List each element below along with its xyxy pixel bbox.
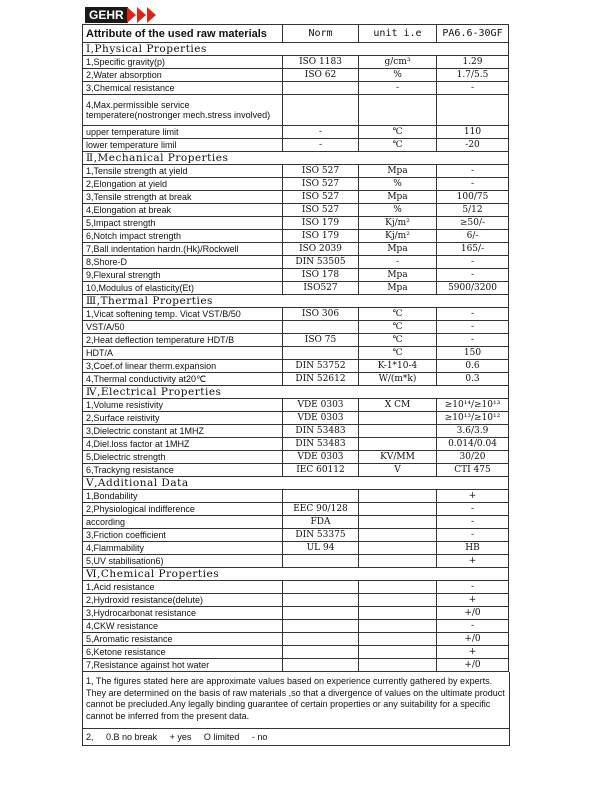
table-row: [83, 204, 509, 217]
unit-cell: %: [359, 204, 437, 217]
table-row: [83, 373, 509, 386]
property-name: 1,Specific gravity(p): [83, 56, 283, 69]
table-row: [83, 347, 509, 360]
table-row: [83, 399, 509, 412]
section-header: [83, 568, 509, 581]
unit-cell: %: [359, 69, 437, 82]
norm-cell: ISO 62: [283, 69, 359, 82]
unit-cell: Mpa: [359, 269, 437, 282]
value-cell: -: [437, 620, 509, 633]
table-row: [83, 555, 509, 568]
value-cell: 1.7/5.5: [437, 69, 509, 82]
property-name: 4,Flammability: [83, 542, 283, 555]
norm-cell: [283, 555, 359, 568]
value-cell: 150: [437, 347, 509, 360]
value-cell: -: [437, 516, 509, 529]
table-row: [83, 56, 509, 69]
norm-cell: VDE 0303: [283, 412, 359, 425]
property-name: 7,Ball indentation hardn.(Hk)/Rockwell: [83, 243, 283, 256]
value-cell: -: [437, 529, 509, 542]
property-name: 5,Impact strength: [83, 217, 283, 230]
section-title: Ⅵ,Chemical Properties: [83, 568, 509, 581]
table-row: [83, 425, 509, 438]
unit-cell: [359, 659, 437, 672]
norm-cell: [283, 646, 359, 659]
value-cell: CTI 475: [437, 464, 509, 477]
property-name: 3,Hydrocarbonat resistance: [83, 607, 283, 620]
table-row: [83, 620, 509, 633]
value-cell: -: [437, 581, 509, 594]
section-title: Ⅳ,Electrical Properties: [83, 386, 509, 399]
unit-cell: ℃: [359, 126, 437, 139]
legend-item: O limited: [203, 732, 240, 742]
table-row: [83, 126, 509, 139]
value-cell: +/0: [437, 607, 509, 620]
property-name: VST/A/50: [83, 321, 283, 334]
table-row: [83, 95, 509, 126]
norm-cell: ISO 1183: [283, 56, 359, 69]
norm-cell: [283, 633, 359, 646]
gehr-logo: [85, 7, 156, 23]
unit-cell: [359, 607, 437, 620]
legend-item: 0.B no break: [106, 732, 158, 742]
unit-cell: ℃: [359, 347, 437, 360]
property-name: 2,Hydroxid resistance(delute): [83, 594, 283, 607]
table-row: [83, 178, 509, 191]
unit-cell: Mpa: [359, 165, 437, 178]
property-name: 8,Shore-D: [83, 256, 283, 269]
value-cell: -: [437, 82, 509, 95]
value-cell: 1.29: [437, 56, 509, 69]
unit-cell: [359, 620, 437, 633]
section-header: [83, 477, 509, 490]
section-title: Ⅱ,Mechanical Properties: [83, 152, 509, 165]
norm-cell: DIN 53483: [283, 425, 359, 438]
table-row: [83, 217, 509, 230]
logo-text: GEHR: [85, 7, 128, 23]
properties-table: [82, 24, 509, 672]
table-row: [83, 659, 509, 672]
table-row: [83, 69, 509, 82]
table-row: [83, 607, 509, 620]
value-cell: HB: [437, 542, 509, 555]
unit-cell: [359, 529, 437, 542]
value-cell: 3.6/3.9: [437, 425, 509, 438]
property-name: 4,Thermal conductivity at20℃: [83, 373, 283, 386]
unit-cell: [359, 438, 437, 451]
table-row: [83, 516, 509, 529]
unit-cell: %: [359, 178, 437, 191]
value-cell: +: [437, 555, 509, 568]
value-cell: 5/12: [437, 204, 509, 217]
value-cell: -: [437, 256, 509, 269]
table-row: [83, 594, 509, 607]
norm-cell: [283, 581, 359, 594]
norm-cell: DIN 52612: [283, 373, 359, 386]
section-title: Ⅲ,Thermal Properties: [83, 295, 509, 308]
header-norm: Norm: [283, 25, 359, 43]
norm-cell: [283, 607, 359, 620]
legend-item: + yes: [169, 732, 192, 742]
unit-cell: Mpa: [359, 282, 437, 295]
property-name: upper temperature limit: [83, 126, 283, 139]
section-header: [83, 386, 509, 399]
unit-cell: [359, 425, 437, 438]
norm-cell: ISO 527: [283, 178, 359, 191]
norm-cell: [283, 347, 359, 360]
norm-cell: ISO 179: [283, 230, 359, 243]
unit-cell: g/cm³: [359, 56, 437, 69]
norm-cell: ISO 2039: [283, 243, 359, 256]
norm-cell: UL 94: [283, 542, 359, 555]
property-name: 2,Elongation at yield: [83, 178, 283, 191]
section-header: [83, 152, 509, 165]
property-name: 1,Bondability: [83, 490, 283, 503]
norm-cell: ISO 527: [283, 165, 359, 178]
norm-cell: DIN 53752: [283, 360, 359, 373]
property-name: 1,Acid resistance: [83, 581, 283, 594]
norm-cell: [283, 620, 359, 633]
norm-cell: -: [283, 139, 359, 152]
value-cell: +/0: [437, 633, 509, 646]
value-cell: ≥50/-: [437, 217, 509, 230]
property-name: 2,Heat deflection temperature HDT/B: [83, 334, 283, 347]
norm-cell: DIN 53483: [283, 438, 359, 451]
property-name: 1,Vicat softening temp. Vicat VST/B/50: [83, 308, 283, 321]
value-cell: -: [437, 503, 509, 516]
unit-cell: -: [359, 82, 437, 95]
property-name: 9,Flexural strength: [83, 269, 283, 282]
property-name: 1,Tensile strength at yield: [83, 165, 283, 178]
table-row: [83, 256, 509, 269]
unit-cell: [359, 412, 437, 425]
value-cell: 100/75: [437, 191, 509, 204]
property-name: 3,Tensile strength at break: [83, 191, 283, 204]
property-name: lower temperature limil: [83, 139, 283, 152]
table-row: [83, 412, 509, 425]
section-title: Ⅴ,Additional Data: [83, 477, 509, 490]
norm-cell: [283, 490, 359, 503]
value-cell: -: [437, 308, 509, 321]
table-row: [83, 503, 509, 516]
value-cell: -: [437, 178, 509, 191]
datasheet: [82, 24, 508, 746]
table-row: [83, 191, 509, 204]
property-name: 2,Surface reistivity: [83, 412, 283, 425]
norm-cell: ISO 306: [283, 308, 359, 321]
unit-cell: V: [359, 464, 437, 477]
table-row: [83, 633, 509, 646]
table-row: [83, 321, 509, 334]
value-cell: 6/-: [437, 230, 509, 243]
table-header: [83, 25, 509, 43]
unit-cell: Mpa: [359, 243, 437, 256]
value-cell: 5900/3200: [437, 282, 509, 295]
norm-cell: ISO 178: [283, 269, 359, 282]
norm-cell: VDE 0303: [283, 399, 359, 412]
property-name: 7,Resistance against hot water: [83, 659, 283, 672]
unit-cell: KV/MM: [359, 451, 437, 464]
section-title: Ⅰ,Physical Properties: [83, 43, 509, 56]
property-name: 3,Friction coefficient: [83, 529, 283, 542]
unit-cell: X CM: [359, 399, 437, 412]
unit-cell: [359, 633, 437, 646]
unit-cell: -: [359, 256, 437, 269]
section-header: [83, 295, 509, 308]
norm-cell: ISO 179: [283, 217, 359, 230]
norm-cell: [283, 594, 359, 607]
unit-cell: [359, 581, 437, 594]
value-cell: 0.3: [437, 373, 509, 386]
value-cell: +/0: [437, 659, 509, 672]
property-name: 2,Physiological indifference: [83, 503, 283, 516]
unit-cell: [359, 516, 437, 529]
unit-cell: ℃: [359, 308, 437, 321]
norm-cell: FDA: [283, 516, 359, 529]
norm-cell: [283, 659, 359, 672]
logo-chevrons-icon: [129, 7, 156, 23]
table-row: [83, 282, 509, 295]
unit-cell: ℃: [359, 321, 437, 334]
norm-cell: ISO 527: [283, 204, 359, 217]
table-row: [83, 360, 509, 373]
property-name: HDT/A: [83, 347, 283, 360]
norm-cell: VDE 0303: [283, 451, 359, 464]
table-row: [83, 82, 509, 95]
unit-cell: Kj/m²: [359, 217, 437, 230]
value-cell: ≥10¹³/≥10¹²: [437, 412, 509, 425]
unit-cell: K-1*10-4: [359, 360, 437, 373]
norm-cell: [283, 321, 359, 334]
disclaimer-note: 1, The figures stated here are approximate values based on experience currently gathered by experts. They are determined on the basis of raw materials ,so that a divergence of values on the ultimate product cannot be precluded.Any legally binding guarantee of certain properties or any suitability for a specific cannot be inferred from the present data.: [82, 672, 510, 729]
unit-cell: [359, 594, 437, 607]
norm-cell: DIN 53505: [283, 256, 359, 269]
property-name: according: [83, 516, 283, 529]
table-row: [83, 438, 509, 451]
legend: [82, 729, 510, 746]
unit-cell: [359, 490, 437, 503]
property-name: 3,Dielectric constant at 1MHZ: [83, 425, 283, 438]
property-name: 3,Coef.of linear therm.expansion: [83, 360, 283, 373]
norm-cell: [283, 82, 359, 95]
header-attribute: Attribute of the used raw materials: [83, 25, 283, 43]
table-row: [83, 646, 509, 659]
value-cell: +: [437, 646, 509, 659]
value-cell: -20: [437, 139, 509, 152]
unit-cell: Mpa: [359, 191, 437, 204]
value-cell: 30/20: [437, 451, 509, 464]
table-row: [83, 334, 509, 347]
unit-cell: ℃: [359, 334, 437, 347]
value-cell: 0.6: [437, 360, 509, 373]
unit-cell: [359, 646, 437, 659]
unit-cell: [359, 503, 437, 516]
norm-cell: [283, 95, 359, 126]
header-material: PA6.6-30GF: [437, 25, 509, 43]
property-name: 6,Ketone resistance: [83, 646, 283, 659]
table-row: [83, 464, 509, 477]
unit-cell: W/(m*k): [359, 373, 437, 386]
table-row: [83, 490, 509, 503]
property-name: 4,Elongation at break: [83, 204, 283, 217]
table-row: [83, 529, 509, 542]
property-name: 4,Max.permissible service temperatere(nostronger mech.stress involved): [83, 95, 283, 126]
table-row: [83, 269, 509, 282]
property-name: 10,Modulus of elasticity(Et): [83, 282, 283, 295]
table-row: [83, 542, 509, 555]
unit-cell: Kj/m²: [359, 230, 437, 243]
property-name: 2,Water absorption: [83, 69, 283, 82]
table-row: [83, 308, 509, 321]
property-name: 5,UV stabilisation6): [83, 555, 283, 568]
property-name: 3,Chemical resistance: [83, 82, 283, 95]
norm-cell: IEC 60112: [283, 464, 359, 477]
value-cell: +: [437, 490, 509, 503]
table-row: [83, 243, 509, 256]
property-name: 6,Trackyng resistance: [83, 464, 283, 477]
property-name: 4,CKW resistance: [83, 620, 283, 633]
norm-cell: -: [283, 126, 359, 139]
section-header: [83, 43, 509, 56]
value-cell: +: [437, 594, 509, 607]
norm-cell: EEC 90/128: [283, 503, 359, 516]
table-row: [83, 165, 509, 178]
legend-item: 2,: [86, 732, 94, 742]
unit-cell: [359, 95, 437, 126]
table-row: [83, 139, 509, 152]
value-cell: -: [437, 334, 509, 347]
value-cell: -: [437, 321, 509, 334]
norm-cell: ISO 75: [283, 334, 359, 347]
property-name: 5,Aromatic resistance: [83, 633, 283, 646]
table-row: [83, 581, 509, 594]
property-name: 6,Notch impact strength: [83, 230, 283, 243]
property-name: 5,Dielectric strength: [83, 451, 283, 464]
value-cell: [437, 95, 509, 126]
table-row: [83, 230, 509, 243]
table-row: [83, 451, 509, 464]
norm-cell: ISO 527: [283, 191, 359, 204]
value-cell: 110: [437, 126, 509, 139]
property-name: 1,Volume resistivity: [83, 399, 283, 412]
unit-cell: ℃: [359, 139, 437, 152]
value-cell: ≥10¹⁴/≥10¹³: [437, 399, 509, 412]
value-cell: 0.014/0.04: [437, 438, 509, 451]
value-cell: -: [437, 165, 509, 178]
unit-cell: [359, 542, 437, 555]
unit-cell: [359, 555, 437, 568]
norm-cell: DIN 53375: [283, 529, 359, 542]
header-unit: unit i.e: [359, 25, 437, 43]
norm-cell: ISO527: [283, 282, 359, 295]
value-cell: 165/-: [437, 243, 509, 256]
legend-item: - no: [251, 732, 268, 742]
property-name: 4,Diel.loss factor at 1MHZ: [83, 438, 283, 451]
value-cell: -: [437, 269, 509, 282]
